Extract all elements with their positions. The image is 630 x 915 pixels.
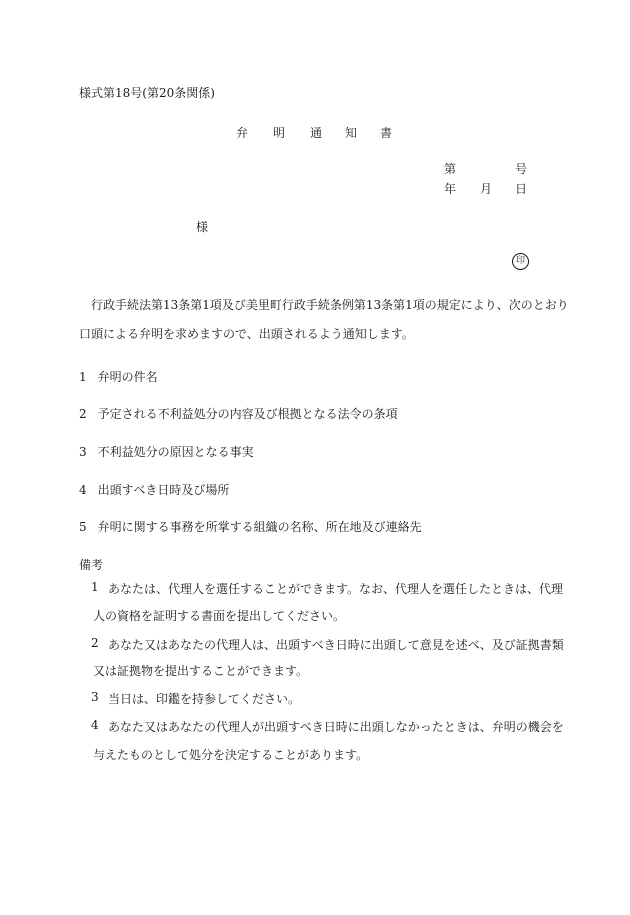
- item-text: 不利益処分の原因となる事実: [97, 445, 254, 459]
- item-number: 5: [79, 520, 87, 534]
- list-item: [79, 405, 398, 422]
- remark-number: 2: [91, 636, 99, 650]
- item-text: 予定される不利益処分の内容及び根拠となる法令の条項: [97, 407, 398, 421]
- remark-line: あなたは、代理人を選任することができます。なお、代理人を選任したときは、代理: [108, 582, 564, 596]
- remark-line: あなた又はあなたの代理人は、出頭すべき日時に出頭して意見を述べ、及び証拠書類: [108, 638, 564, 652]
- remarks-heading: 備考: [79, 558, 104, 572]
- remark-line: 人の資格を証明する書面を提出してください。: [93, 609, 346, 623]
- item-text: 弁明の件名: [97, 370, 158, 384]
- remark-number: 3: [91, 690, 99, 704]
- list-item: [79, 518, 422, 535]
- item-number: 2: [79, 407, 87, 421]
- number-prefix: 第: [444, 162, 457, 176]
- addressee-suffix: 様: [196, 220, 209, 234]
- item-number: 4: [79, 483, 87, 497]
- seal-mark: 印: [512, 253, 529, 270]
- date-day: 日: [515, 182, 528, 196]
- item-number: 1: [79, 370, 87, 384]
- item-text: 出頭すべき日時及び場所: [97, 483, 230, 497]
- title-char-3: 通: [310, 126, 323, 140]
- remark-number: 4: [91, 718, 99, 732]
- list-item: [79, 443, 254, 460]
- date-month: 月: [480, 182, 493, 196]
- remark-line: 当日は、印鑑を持参してください。: [108, 692, 301, 706]
- remark-line: あなた又はあなたの代理人が出頭すべき日時に出頭しなかったときは、弁明の機会を: [108, 720, 564, 734]
- title-char-2: 明: [273, 126, 286, 140]
- list-item: [79, 368, 158, 385]
- date-year: 年: [444, 182, 457, 196]
- body-line-1: 行政手続法第13条第1項及び美里町行政手続条例第13条第1項の規定により、次のとおり: [91, 298, 569, 312]
- number-suffix: 号: [515, 162, 528, 176]
- remark-line: 与えたものとして処分を決定することがあります。: [93, 748, 369, 762]
- item-number: 3: [79, 445, 87, 459]
- body-line-2: 口頭による弁明を求めますので、出頭されるよう通知します。: [79, 327, 414, 341]
- title-char-4: 知: [345, 126, 358, 140]
- form-label: 様式第18号(第20条関係): [79, 86, 215, 100]
- item-text: 弁明に関する事務を所掌する組織の名称、所在地及び連絡先: [97, 520, 422, 534]
- remark-line: 又は証拠物を提出することができます。: [93, 664, 309, 678]
- remark-number: 1: [91, 580, 99, 594]
- title-char-5: 書: [380, 126, 393, 140]
- title-char-1: 弁: [236, 126, 249, 140]
- list-item: [79, 481, 229, 498]
